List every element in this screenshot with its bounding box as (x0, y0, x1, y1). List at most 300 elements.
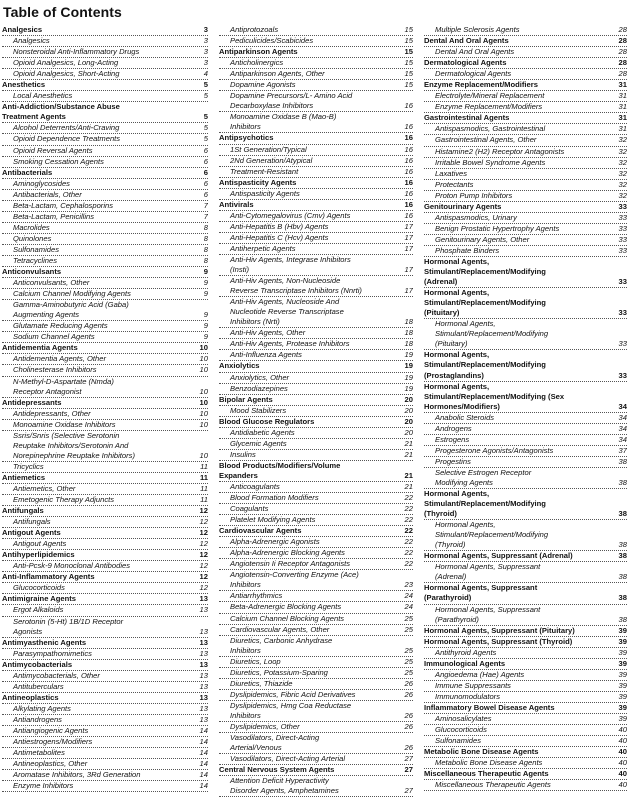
toc-section-heading[interactable] (424, 80, 627, 91)
toc-section-heading[interactable] (219, 471, 413, 482)
toc-entry[interactable] (219, 743, 413, 754)
toc-section-heading[interactable] (2, 572, 208, 583)
toc-entry-title: Genitourinary Agents, Other (435, 234, 530, 244)
toc-entry[interactable] (219, 776, 413, 786)
toc-entry[interactable] (424, 329, 627, 339)
toc-entry-title: Gamma-Aminobutyric Acid (Gaba) (13, 300, 129, 310)
toc-entry[interactable] (2, 627, 208, 638)
toc-page-number: 14 (199, 759, 208, 769)
toc-entry[interactable] (219, 339, 413, 350)
toc-page-number: 11 (200, 495, 208, 505)
toc-page-number: 40 (618, 725, 627, 735)
toc-entry[interactable] (424, 572, 627, 583)
toc-entry[interactable] (2, 212, 208, 223)
toc-entry[interactable] (219, 122, 413, 133)
toc-page-number: 15 (404, 47, 413, 57)
toc-section-heading[interactable] (219, 361, 413, 372)
toc-section-heading[interactable] (424, 747, 627, 758)
toc-entry[interactable] (219, 614, 413, 625)
toc-entry-title: Selective Estrogen Receptor (435, 467, 532, 477)
toc-entry-title: Hormonal Agents, (424, 350, 490, 360)
toc-entry[interactable] (2, 377, 208, 387)
toc-entry[interactable] (2, 726, 208, 737)
toc-entry[interactable] (219, 276, 413, 286)
toc-page-number: 39 (618, 625, 627, 635)
toc-entry[interactable] (2, 58, 208, 69)
toc-entry[interactable] (2, 234, 208, 245)
toc-entry[interactable] (2, 321, 208, 332)
toc-entry-title: Dental And Oral Agents (424, 36, 509, 46)
toc-entry[interactable] (219, 482, 413, 493)
toc-entry-title: Anti-Cytomegalovirus (Cmv) Agents (230, 210, 351, 220)
toc-section-heading[interactable] (424, 202, 627, 213)
toc-entry[interactable] (2, 539, 208, 550)
toc-entry[interactable] (2, 441, 208, 451)
toc-entry[interactable] (2, 682, 208, 693)
toc-section-heading[interactable] (2, 398, 208, 409)
toc-entry-title: Angioedema (Hae) Agents (435, 669, 525, 679)
toc-entry[interactable] (219, 91, 413, 101)
toc-entry[interactable] (2, 365, 208, 376)
toc-entry[interactable] (2, 781, 208, 792)
toc-section-heading[interactable] (219, 200, 413, 211)
toc-entry[interactable] (424, 530, 627, 540)
toc-entry-title: Cardiovascular Agents (219, 526, 302, 536)
toc-entry[interactable] (219, 679, 413, 690)
toc-entry[interactable] (2, 289, 208, 300)
toc-entry[interactable] (2, 201, 208, 212)
toc-entry-title: Multiple Sclerosis Agents (435, 25, 520, 34)
toc-entry[interactable] (2, 179, 208, 190)
toc-entry[interactable] (219, 701, 413, 711)
toc-page-number: 16 (404, 166, 413, 176)
toc-section-heading[interactable] (424, 626, 627, 637)
toc-entry-title: Tricyclics (13, 461, 44, 471)
toc-entry[interactable] (2, 748, 208, 759)
toc-section-heading[interactable] (424, 308, 627, 319)
toc-section-heading[interactable] (424, 267, 627, 277)
toc-entry-title: Hormonal Agents, (424, 288, 490, 298)
toc-entry[interactable] (219, 537, 413, 548)
toc-section-heading[interactable] (424, 703, 627, 714)
toc-entry[interactable] (424, 681, 627, 692)
toc-entry[interactable] (2, 770, 208, 781)
toc-entry-title: Attention Deficit Hyperactivity (230, 776, 329, 786)
toc-entry-title: Anti-Hepatitis B (Hbv) Agents (230, 221, 329, 231)
toc-entry[interactable] (219, 406, 413, 417)
toc-entry[interactable] (424, 424, 627, 435)
toc-entry[interactable] (219, 189, 413, 200)
toc-entry[interactable] (424, 235, 627, 246)
toc-entry[interactable] (2, 462, 208, 473)
toc-section-heading[interactable] (424, 499, 627, 509)
toc-entry-title: (Pituitary) (435, 339, 468, 349)
toc-entry-title: Inhibitors (230, 710, 261, 720)
toc-entry[interactable] (2, 561, 208, 572)
toc-section-heading[interactable] (424, 257, 627, 267)
toc-section-heading[interactable] (2, 102, 208, 112)
toc-page-number: 28 (618, 36, 627, 46)
toc-entry[interactable] (219, 244, 413, 255)
toc-entry[interactable] (219, 69, 413, 80)
toc-section-heading[interactable] (2, 25, 208, 36)
toc-entry[interactable] (424, 224, 627, 235)
toc-section-heading[interactable] (2, 473, 208, 484)
toc-entry[interactable] (219, 504, 413, 515)
toc-entry[interactable] (219, 733, 413, 743)
toc-entry[interactable] (2, 36, 208, 47)
toc-entry[interactable] (219, 711, 413, 722)
toc-entry[interactable] (219, 580, 413, 591)
toc-entry-title: Local Anesthetics (13, 91, 73, 101)
toc-entry[interactable] (219, 570, 413, 580)
toc-entry[interactable] (424, 435, 627, 446)
toc-entry[interactable] (219, 493, 413, 504)
toc-entry[interactable] (219, 786, 413, 797)
toc-section-heading[interactable] (424, 298, 627, 308)
toc-entry[interactable] (424, 213, 627, 224)
toc-entry[interactable] (424, 69, 627, 80)
toc-section-heading[interactable] (424, 360, 627, 370)
toc-entry-title: Inhibitors (230, 122, 261, 132)
toc-entry-title: Dermatological Agents (424, 58, 507, 68)
toc-page-number: 13 (199, 670, 208, 680)
toc-entry[interactable] (2, 431, 208, 441)
toc-entry-title: Stimulant/Replacement/Modifying (435, 530, 549, 540)
toc-section-heading[interactable] (219, 133, 413, 144)
toc-entry-title: Emetogenic Therapy Adjuncts (13, 495, 115, 505)
toc-section-heading[interactable] (424, 36, 627, 47)
toc-page-number: 13 (199, 594, 208, 604)
toc-entry[interactable] (2, 146, 208, 157)
toc-entry-title: Antiherpetic Agents (230, 243, 296, 253)
toc-entry[interactable] (2, 91, 208, 102)
toc-entry[interactable] (219, 602, 413, 613)
toc-entry[interactable] (424, 714, 627, 725)
toc-section-heading[interactable] (424, 659, 627, 670)
toc-entry[interactable] (424, 191, 627, 202)
toc-page-number: 20 (404, 394, 413, 404)
toc-entry[interactable] (2, 484, 208, 495)
toc-entry-title: Inhibitors (230, 645, 261, 655)
toc-entry[interactable] (424, 478, 627, 489)
toc-section-heading[interactable] (424, 113, 627, 124)
toc-section-heading[interactable] (219, 47, 413, 58)
toc-entry-title: Anticholinergics (230, 58, 284, 68)
toc-page-number: 27 (404, 754, 413, 764)
toc-entry-title: Enzyme Replacement/Modifiers (424, 80, 538, 90)
toc-section-heading[interactable] (424, 769, 627, 780)
toc-entry[interactable] (219, 58, 413, 69)
toc-page-number: 17 (404, 243, 413, 253)
toc-entry[interactable] (219, 145, 413, 156)
toc-entry[interactable] (424, 540, 627, 551)
toc-section-heading[interactable] (424, 288, 627, 298)
toc-section-heading[interactable] (2, 660, 208, 671)
toc-entry[interactable] (424, 135, 627, 146)
toc-entry[interactable] (424, 339, 627, 350)
toc-entry[interactable] (2, 256, 208, 267)
toc-section-heading[interactable] (424, 402, 627, 413)
toc-entry[interactable] (2, 278, 208, 289)
toc-entry[interactable] (219, 515, 413, 526)
toc-entry[interactable] (424, 562, 627, 572)
toc-entry[interactable] (219, 233, 413, 244)
toc-entry-title: Dyslipidemics, Other (230, 722, 300, 731)
toc-entry[interactable] (219, 625, 413, 636)
toc-page-number: 39 (618, 669, 627, 679)
toc-page-number: 15 (404, 80, 413, 90)
toc-entry[interactable] (2, 300, 208, 310)
toc-entry[interactable] (2, 649, 208, 660)
toc-entry[interactable] (219, 350, 413, 361)
toc-entry[interactable] (219, 328, 413, 339)
toc-page-number: 6 (203, 178, 208, 188)
toc-entry[interactable] (424, 158, 627, 169)
toc-entry[interactable] (2, 420, 208, 431)
toc-entry-title: Antiestrogens/Modifiers (13, 737, 93, 747)
toc-entry-title: Nucleotide Reverse Transcriptase (230, 307, 344, 317)
toc-entry[interactable] (219, 668, 413, 679)
toc-entry[interactable] (2, 671, 208, 682)
toc-entry-title: Antidiabetic Agents (230, 427, 295, 437)
toc-page-number: 40 (618, 769, 627, 779)
toc-section-heading[interactable] (219, 395, 413, 406)
toc-entry-title: Antispasmodics, Urinary (435, 212, 517, 222)
toc-entry[interactable] (2, 47, 208, 58)
toc-entry[interactable] (2, 737, 208, 748)
toc-entry[interactable] (219, 307, 413, 317)
toc-entry-title: Aromatase Inhibitors, 3Rd Generation (13, 770, 141, 780)
toc-entry[interactable] (219, 211, 413, 222)
toc-entry[interactable] (424, 246, 627, 257)
toc-entry[interactable] (2, 759, 208, 770)
toc-entry[interactable] (219, 384, 413, 395)
toc-entry-title: Proton Pump Inhibitors (435, 190, 513, 200)
toc-section-heading[interactable] (219, 178, 413, 189)
toc-entry-title: Norepinephrine Reuptake Inhibitors) (13, 450, 135, 460)
toc-page-number: 32 (618, 179, 627, 189)
toc-entry-title: Hormonal Agents, Suppressant (Pituitary) (424, 625, 575, 635)
toc-page-number: 19 (404, 361, 413, 371)
toc-entry[interactable] (2, 495, 208, 506)
toc-entry[interactable] (424, 648, 627, 659)
toc-entry[interactable] (2, 157, 208, 168)
toc-entry[interactable] (424, 25, 627, 36)
toc-page-number: 9 (203, 278, 208, 288)
toc-section-heading[interactable] (219, 417, 413, 428)
toc-section-heading[interactable] (2, 594, 208, 605)
toc-entry[interactable] (219, 373, 413, 384)
toc-entry[interactable] (2, 387, 208, 398)
toc-section-heading[interactable] (2, 267, 208, 278)
toc-page-number: 33 (618, 201, 627, 211)
toc-section-heading[interactable] (424, 509, 627, 520)
toc-section-heading[interactable] (424, 277, 627, 288)
toc-section-heading[interactable] (424, 637, 627, 648)
toc-entry[interactable] (2, 134, 208, 145)
toc-entry[interactable] (219, 657, 413, 668)
toc-entry-title: Dopamine Precursors/L- Amino Acid (230, 91, 353, 101)
toc-section-heading[interactable] (219, 765, 413, 776)
toc-entry-title: Vasodilators, Direct-Acting Arterial (230, 754, 346, 764)
toc-entry[interactable] (424, 520, 627, 530)
toc-entry[interactable] (219, 112, 413, 122)
toc-page-number: 17 (404, 232, 413, 242)
toc-entry-title: Antibacterials, Other (13, 189, 82, 199)
toc-entry-title: Ergot Alkaloids (13, 605, 64, 615)
toc-entry[interactable] (424, 446, 627, 457)
toc-entry-title: Central Nervous System Agents (219, 765, 335, 775)
toc-page-number: 9 (203, 289, 208, 299)
toc-section-heading[interactable] (2, 528, 208, 539)
toc-section-heading[interactable] (2, 112, 208, 123)
toc-entry[interactable] (219, 36, 413, 47)
toc-page-number: 7 (203, 200, 208, 210)
toc-section-heading[interactable] (2, 168, 208, 179)
toc-entry[interactable] (424, 147, 627, 158)
toc-entry[interactable] (424, 124, 627, 135)
toc-entry[interactable] (2, 310, 208, 321)
toc-entry[interactable] (424, 180, 627, 191)
toc-page-number: 10 (199, 450, 208, 460)
toc-entry[interactable] (219, 156, 413, 167)
toc-entry[interactable] (424, 457, 627, 468)
toc-entry-title: Monoamine Oxidase B (Mao-B) (230, 112, 337, 122)
toc-entry[interactable] (424, 468, 627, 478)
toc-section-heading[interactable] (219, 526, 413, 537)
toc-entry[interactable] (219, 722, 413, 733)
toc-section-heading[interactable] (424, 583, 627, 593)
toc-page-number: 34 (618, 434, 627, 444)
toc-entry[interactable] (424, 47, 627, 58)
toc-entry[interactable] (219, 286, 413, 297)
toc-section-heading[interactable] (424, 350, 627, 360)
toc-section-heading[interactable] (424, 392, 627, 402)
toc-page-number: 25 (404, 667, 413, 677)
toc-entry[interactable] (2, 332, 208, 343)
toc-entry[interactable] (424, 692, 627, 703)
toc-entry[interactable] (2, 715, 208, 726)
toc-page-number: 13 (199, 637, 208, 647)
toc-entry[interactable] (219, 297, 413, 307)
toc-entry[interactable] (424, 413, 627, 424)
toc-page-number: 27 (404, 786, 413, 796)
toc-entry[interactable] (219, 450, 413, 461)
toc-entry[interactable] (2, 69, 208, 80)
toc-entry[interactable] (2, 583, 208, 594)
toc-entry-title: Anti-Hiv Agents, Nucleoside And (230, 297, 340, 307)
toc-entry-title: Antidepressants, Other (13, 408, 91, 418)
toc-entry[interactable] (2, 517, 208, 528)
toc-entry[interactable] (219, 101, 413, 112)
toc-entry[interactable] (424, 736, 627, 747)
toc-entry[interactable] (219, 636, 413, 646)
toc-entry[interactable] (219, 548, 413, 559)
toc-entry[interactable] (424, 319, 627, 329)
toc-entry[interactable] (219, 428, 413, 439)
toc-section-heading[interactable] (424, 58, 627, 69)
toc-section-heading[interactable] (219, 461, 413, 471)
toc-entry[interactable] (219, 690, 413, 701)
toc-page-number: 22 (404, 548, 413, 558)
toc-page-number: 6 (203, 167, 208, 177)
toc-entry[interactable] (424, 102, 627, 113)
toc-entry[interactable] (219, 255, 413, 265)
toc-entry[interactable] (424, 605, 627, 615)
toc-entry[interactable] (2, 451, 208, 462)
toc-entry-title: Anticonvulsants, Other (13, 278, 90, 288)
toc-entry[interactable] (2, 245, 208, 256)
toc-entry[interactable] (424, 91, 627, 102)
toc-section-heading[interactable] (2, 80, 208, 91)
toc-entry[interactable] (424, 169, 627, 180)
toc-entry[interactable] (219, 222, 413, 233)
toc-entry-title: Protectants (435, 179, 474, 189)
toc-entry[interactable] (2, 190, 208, 201)
toc-entry[interactable] (2, 409, 208, 420)
toc-entry-title: Opioid Dependence Treatments (13, 134, 121, 144)
toc-section-heading[interactable] (424, 382, 627, 392)
toc-entry[interactable] (219, 25, 413, 36)
toc-section-heading[interactable] (424, 551, 627, 562)
toc-entry[interactable] (424, 615, 627, 626)
toc-entry[interactable] (2, 223, 208, 234)
toc-entry[interactable] (2, 617, 208, 627)
toc-entry[interactable] (2, 704, 208, 715)
toc-page-number: 28 (618, 58, 627, 68)
toc-entry[interactable] (2, 605, 208, 616)
toc-entry-title: Stimulant/Replacement/Modifying (424, 298, 546, 308)
toc-entry-title: Sulfonamides (13, 244, 60, 254)
toc-entry-title: Arterial/Venous (230, 743, 282, 753)
toc-section-heading[interactable] (424, 371, 627, 382)
toc-entry[interactable] (219, 646, 413, 657)
toc-entry-title: Hormonal Agents, Suppressant (435, 562, 541, 572)
toc-page-number: 12 (199, 561, 208, 571)
toc-entry[interactable] (424, 758, 627, 769)
toc-section-heading[interactable] (2, 343, 208, 354)
toc-entry[interactable] (219, 754, 413, 765)
toc-entry[interactable] (219, 559, 413, 570)
toc-section-heading[interactable] (2, 693, 208, 704)
toc-entry[interactable] (219, 80, 413, 91)
toc-entry[interactable] (219, 167, 413, 178)
toc-entry[interactable] (424, 670, 627, 681)
toc-section-heading[interactable] (2, 506, 208, 517)
toc-page-number: 14 (199, 781, 208, 791)
toc-entry[interactable] (2, 354, 208, 365)
toc-page-number: 5 (203, 134, 208, 144)
toc-entry[interactable] (219, 439, 413, 450)
toc-page-number: 31 (618, 113, 627, 123)
toc-entry[interactable] (219, 265, 413, 276)
toc-entry-title: Hormonal Agents, Suppressant (Adrenal) (424, 551, 573, 561)
toc-section-heading[interactable] (2, 550, 208, 561)
toc-entry[interactable] (2, 123, 208, 134)
toc-page-number: 37 (618, 445, 627, 455)
toc-section-heading[interactable] (424, 489, 627, 499)
toc-entry-title: Glucocorticoids (13, 583, 65, 593)
toc-entry[interactable] (424, 725, 627, 736)
toc-section-heading[interactable] (424, 593, 627, 604)
toc-entry[interactable] (219, 591, 413, 602)
toc-entry-title: Stimulant/Replacement/Modifying (Sex (424, 391, 565, 401)
toc-page-number: 15 (404, 36, 413, 46)
toc-section-heading[interactable] (2, 638, 208, 649)
toc-page-number: 11 (200, 483, 208, 493)
toc-entry[interactable] (219, 317, 413, 328)
